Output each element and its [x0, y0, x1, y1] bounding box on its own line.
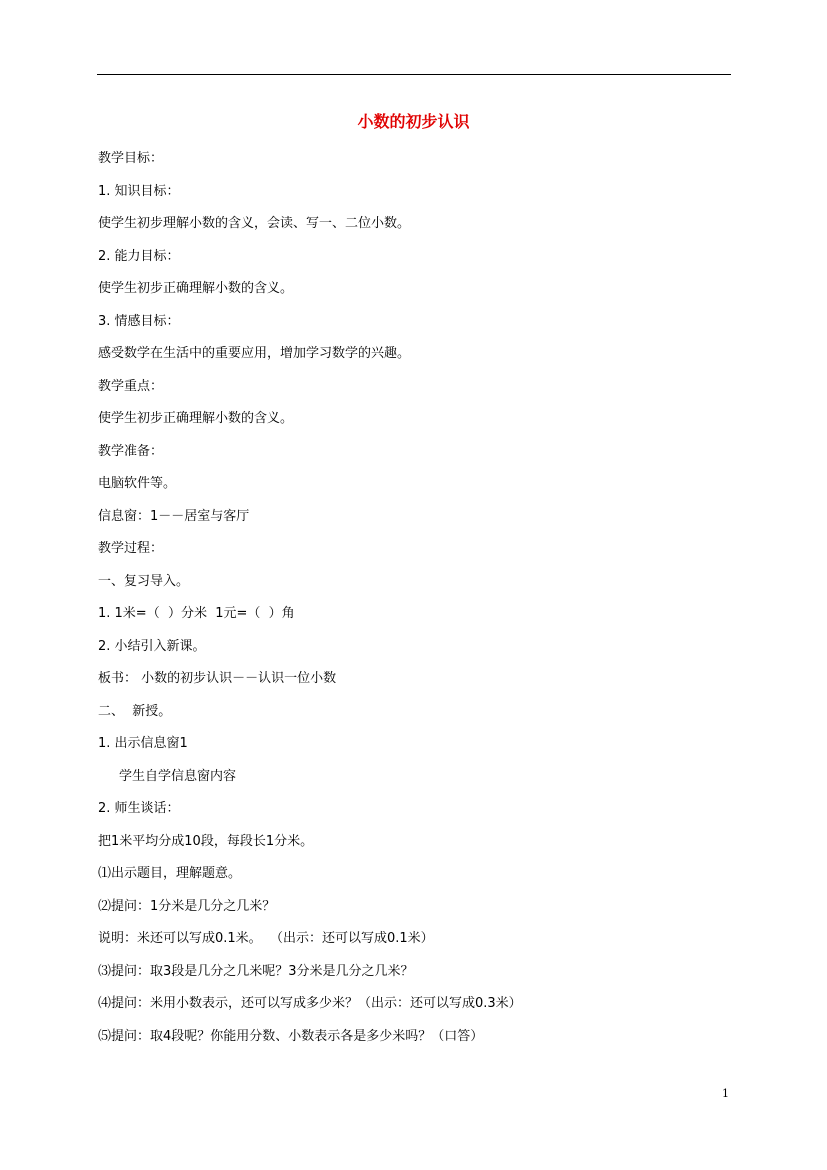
question-item-2: ⑵提问：1分米是几分之几米？: [98, 898, 276, 914]
document-title: 小数的初步认识: [357, 112, 470, 131]
process-step-new-lesson: 二、 新授。: [98, 703, 172, 719]
objective-ability-heading: 2. 能力目标：: [98, 248, 180, 264]
question-item-4: ⑷提问：米用小数表示，还可以写成多少米？（出示：还可以写成0.3米）: [98, 996, 522, 1011]
preparation-text: 电脑软件等。: [98, 476, 177, 491]
new-lesson-step-1-detail: 学生自学信息窗内容: [119, 768, 237, 784]
document-body: [98, 150, 738, 1060]
info-window-text: 信息窗：1－－居室与客厅: [98, 508, 250, 524]
section-heading-key-points: 教学重点：: [98, 378, 164, 394]
question-item-3: ⑶提问：取3段是几分之几米呢？3分米是几分之几米？: [98, 963, 414, 979]
section-heading-preparation: 教学准备：: [98, 443, 164, 459]
section-heading-objectives: 教学目标：: [98, 151, 164, 166]
section-heading-process: 教学过程：: [98, 541, 164, 556]
review-summary: 2. 小结引入新课。: [98, 638, 206, 654]
objective-knowledge-heading: 1. 知识目标：: [98, 183, 180, 199]
review-question: 1. 1米=（ ）分米 1元=（ ）角: [98, 606, 295, 621]
objective-knowledge-text: 使学生初步理解小数的含义，会读、写一、二位小数。: [98, 216, 411, 231]
new-lesson-step-1: 1. 出示信息窗1: [98, 736, 188, 751]
objective-emotion-heading: 3. 情感目标：: [98, 313, 180, 329]
blackboard-text: 板书： 小数的初步认识－－认识一位小数: [98, 671, 337, 686]
question-item-5: ⑸提问：取4段呢？你能用分数、小数表示各是多少米吗？（口答）: [98, 1028, 484, 1044]
new-lesson-step-2-detail: 把1米平均分成10段，每段长1分米。: [98, 833, 314, 849]
new-lesson-step-2: 2. 师生谈话：: [98, 801, 180, 816]
objective-ability-text: 使学生初步正确理解小数的含义。: [98, 281, 294, 296]
header-rule: [97, 74, 731, 75]
question-item-1: ⑴出示题目，理解题意。: [98, 866, 242, 881]
objective-emotion-text: 感受数学在生活中的重要应用，增加学习数学的兴趣。: [98, 346, 411, 361]
page-number: 1: [722, 1087, 729, 1100]
explanation-text: 说明：米还可以写成0.1米。 （出示：还可以写成0.1米）: [98, 931, 434, 946]
key-points-text: 使学生初步正确理解小数的含义。: [98, 411, 294, 426]
process-step-review: 一、复习导入。: [98, 573, 190, 589]
